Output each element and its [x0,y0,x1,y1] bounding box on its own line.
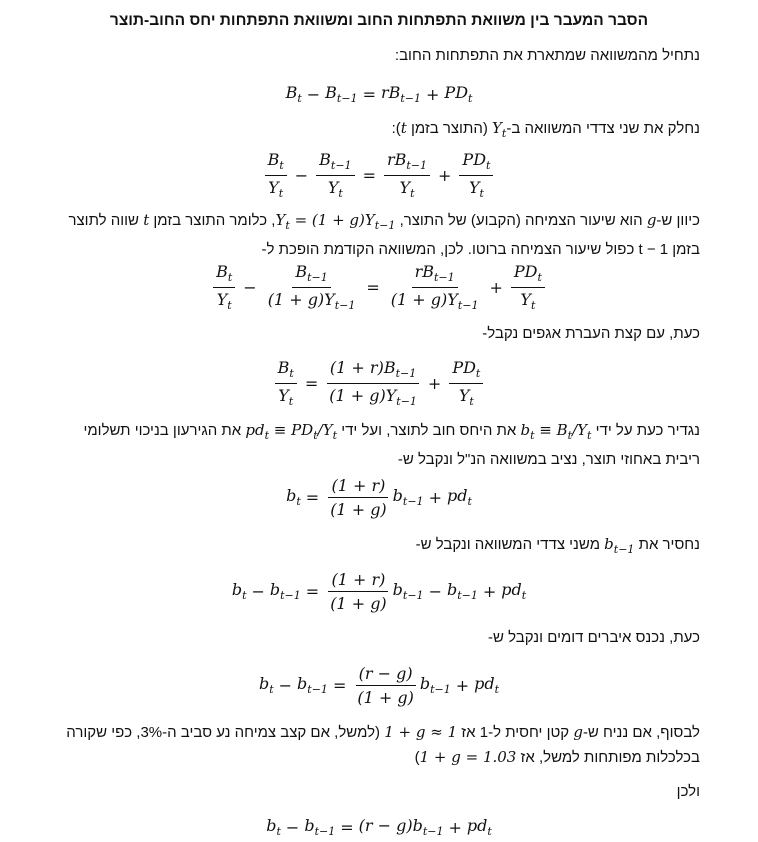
final-paragraph: לבסוף, אם נניח ש-g קטן יחסית ל-1 אז 1 + g ≈ 1 (למשל, אם קצב צמיחה נע סביב ה-3%, כפי שקורה בכלכלות מפותחות למשל, אז 1 + g = 1.03) [66,723,700,766]
intro-paragraph: נתחיל מהמשוואה שמתארת את התפתחות החוב: [394,47,700,64]
conclusion-label: ולכן [676,783,700,800]
equation-debt-dynamics: $B_t$ − $B_{t-1}$ = $rB_{t-1}$ + $PD_t$ [285,82,473,106]
equation-divided-by-output: $\frac{B_t}{Y_t}$ − $\frac{B_{t-1}}{Y_t}$ = $\frac{rB_{t-1}}{Y_t}$ + $\frac{PD_t}{Y_t}$ [0,150,758,200]
step1-paragraph: נחלק את שני צדדי המשוואה $ב-Y_t$ (התוצר בזמן t): [391,119,700,140]
step3-paragraph: כעת, עם קצת העברת אגפים נקבל- [482,325,700,342]
equation-subtracted: $b_t$ − $b_{t-1}$ = $\frac{(1 + r)}{(1 + g)}$ $b_{t-1}$ − $b_{t-1}$ + $pd_t$ [231,569,527,613]
step6-paragraph: כעת, נכנס איברים דומים ונקבל ש- [488,629,700,646]
step4-paragraph: נגדיר כעת על ידי $b_t \equiv B_t/Y_t$ את היחס חוב לתוצר, ועל ידי $pd_t \equiv PD_t/Y_t$ את הגירעון בניכוי תשלומי ריבית באחוזי תוצר, נציב במשוואה הנ"ל ונקבל ש- [83,421,700,468]
equation-rearranged: $\frac{B_t}{Y_t}$ = $\frac{(1 + r)B_{t-1}}{(1 + g)Y_{t-1}}$ + $\frac{PD_t}{Y_t}$ [0,358,758,408]
equation-growth-substituted: $\frac{B_t}{Y_t}$ − $\frac{B_{t-1}}{(1 + g)Y_{t-1}}$ = $\frac{rB_{t-1}}{(1 + g)Y_{t-1}}$ + $\frac{PD_t}{Y_t}$ [0,262,758,312]
equation-collected: $b_t$ − $b_{t-1}$ = $\frac{(r - g)}{(1 + g)}$ $b_{t-1}$ + $pd_t$ [258,663,500,707]
equation-final: $b_t$ − $b_{t-1}$ = $(r - g)b_{t-1}$ + $pd_t$ [266,815,492,839]
step2-paragraph: כיוון ש-g הוא שיעור הצמיחה (הקבוע) של התוצר, $Y_t = (1 + g)Y_{t-1}$, כלומר התוצר בזמן t שווה לתוצר בזמן t − 1 כפול שיעור הצמיחה ברוטו. לכן, המשוואה הקודמת הופכת ל- [68,211,700,258]
step5-paragraph: נחסיר את $b_{t-1}$ משני צדדי המשוואה ונקבל ש- [415,535,700,556]
page-title: הסבר המעבר בין משוואת התפתחות החוב ומשוואת התפתחות יחס החוב-תוצר [109,12,649,29]
equation-ratio-form: $b_t$ = $\frac{(1 + r)}{(1 + g)}$ $b_{t-1}$ + $pd_t$ [286,475,472,519]
